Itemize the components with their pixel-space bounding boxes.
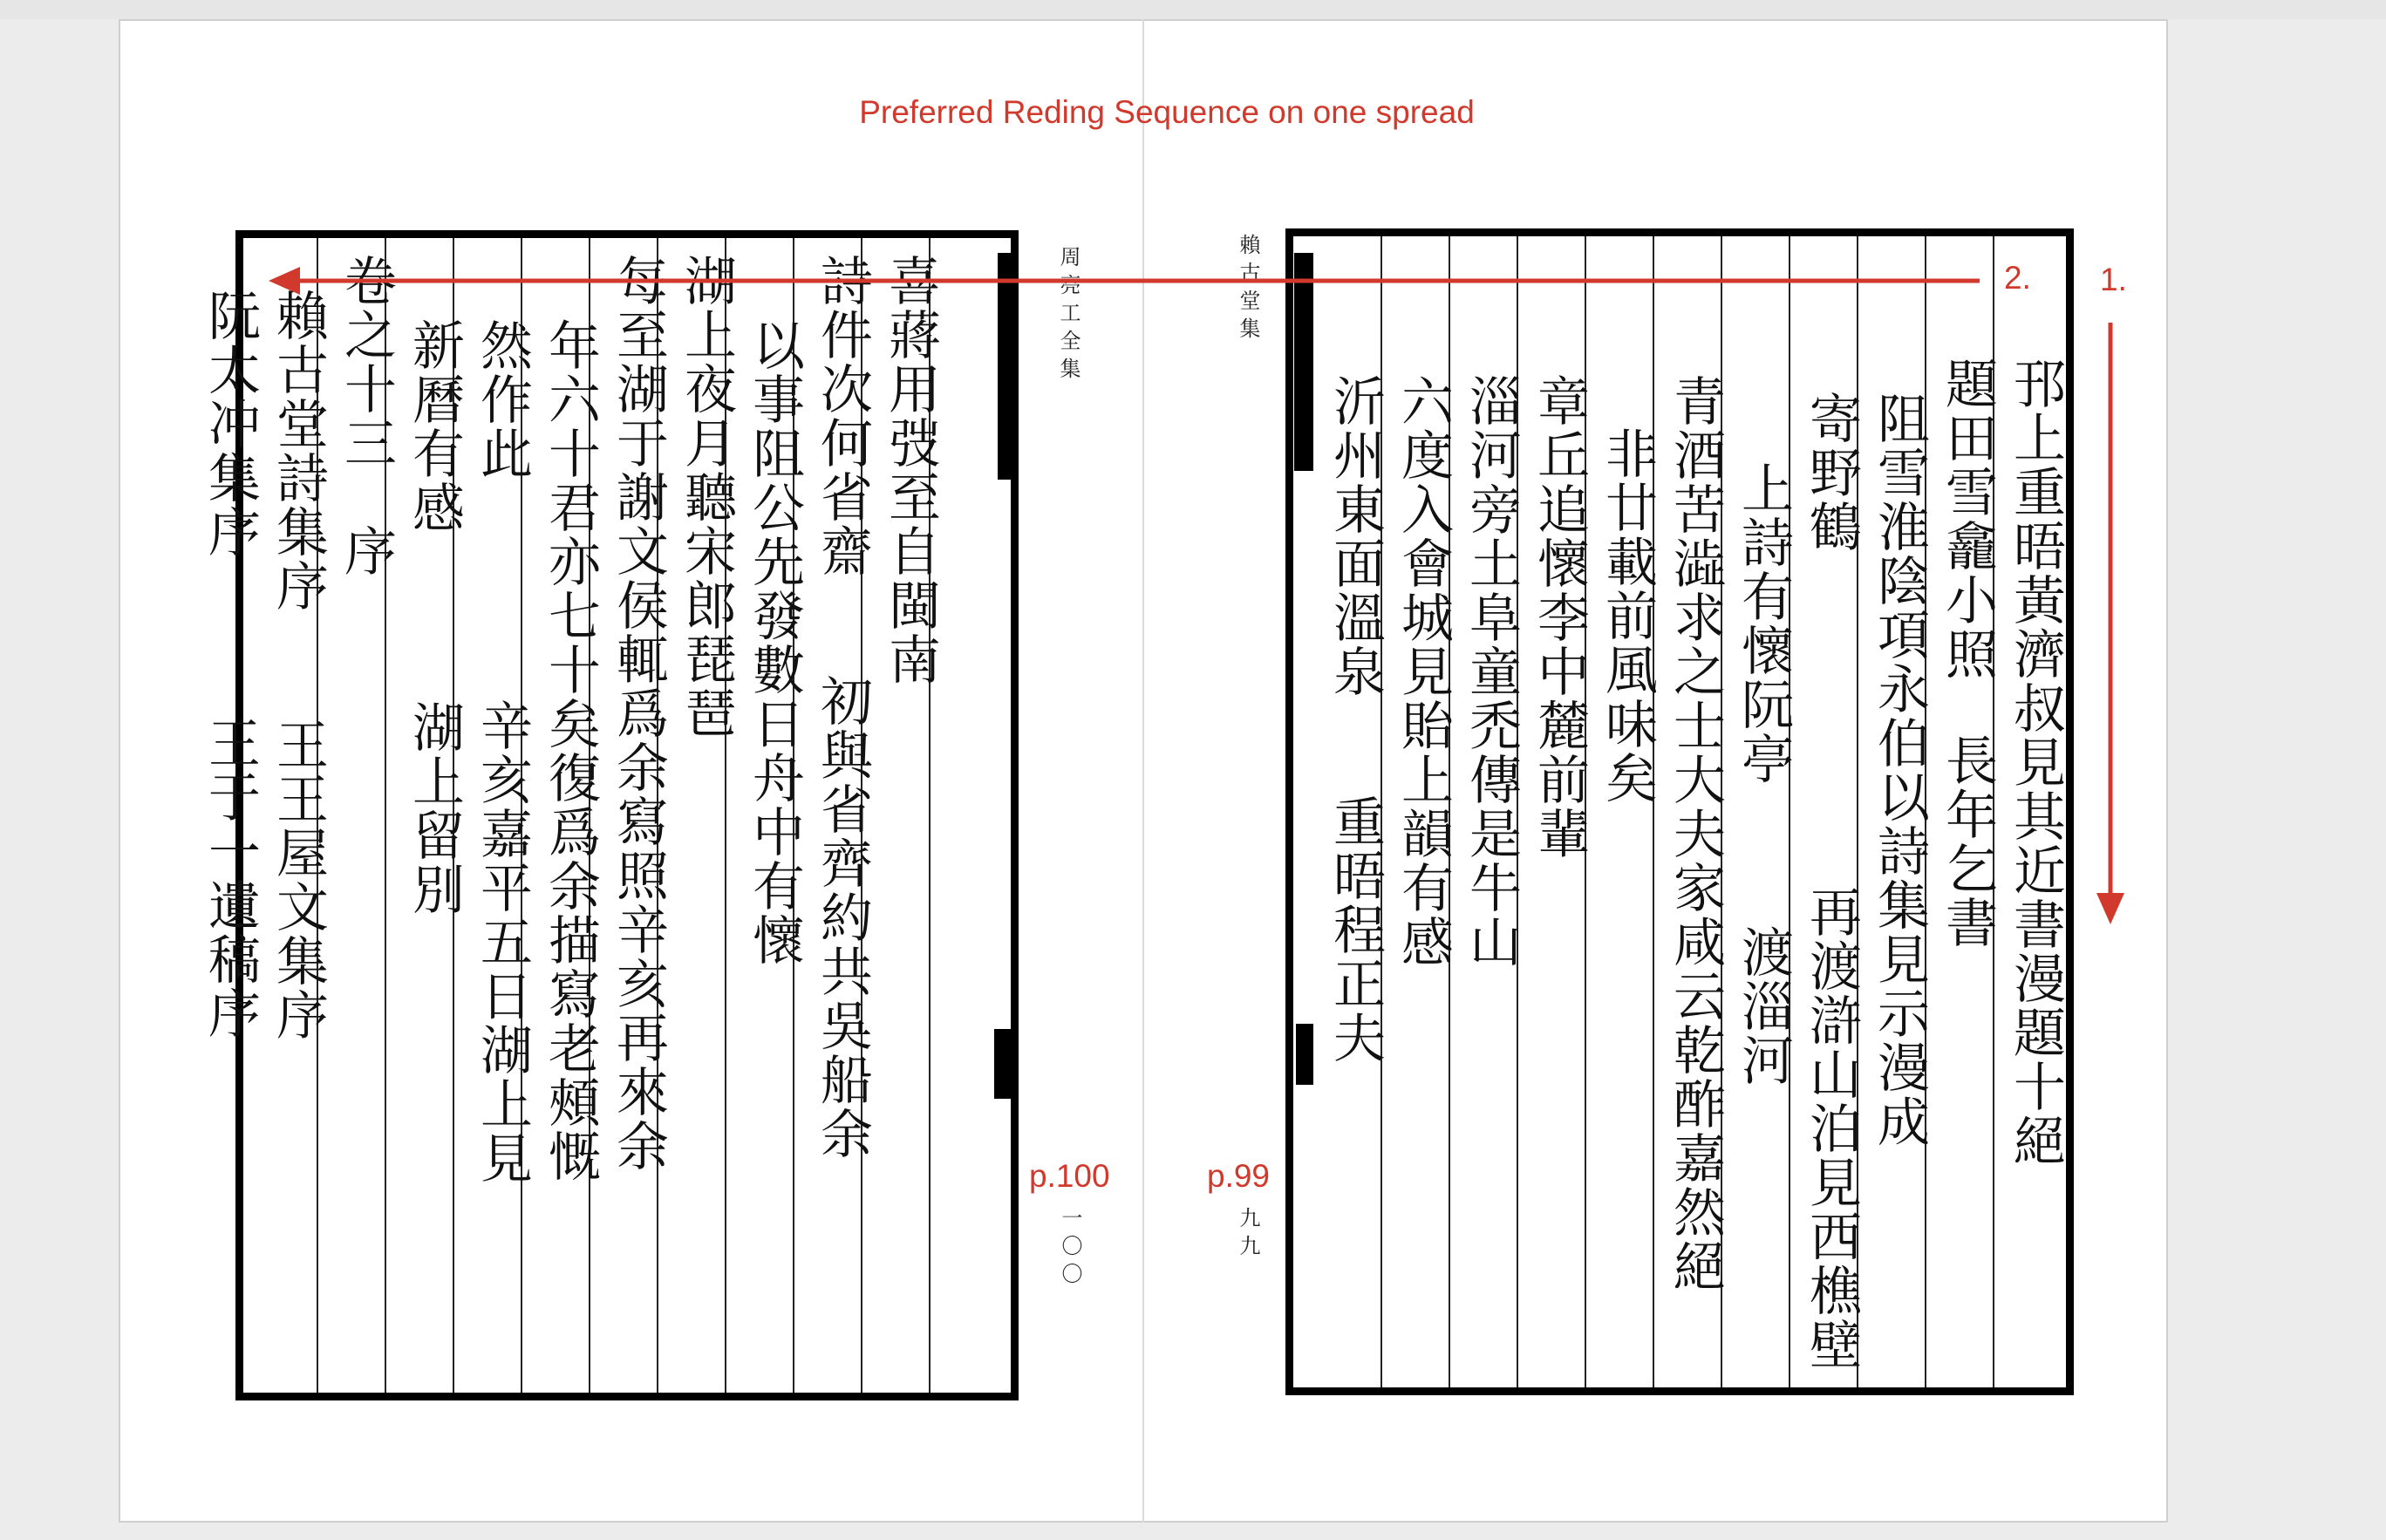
toc-entry: 六度入會城見貽上韻有感 [1393, 374, 1454, 969]
toc-entry: 詩件次何省齋初與省齊約共吳船余 [812, 254, 873, 1161]
toc-entry: 每至湖于謝文侯輒爲余寫照辛亥再來余 [608, 254, 669, 1173]
toc-entry: 上詩有懷阮亭渡淄河 [1733, 461, 1794, 1087]
toc-entry: 淄河旁土阜童禿傳是牛山 [1461, 374, 1522, 969]
page-label-p100: p.100 [1029, 1158, 1110, 1194]
toc-entry: 阻雪淮陰項永伯以詩集見示漫成 [1869, 392, 1930, 1148]
toc-entry: 湖上夜月聽宋郎琵琶 [676, 254, 737, 740]
toc-entry: 寄野鶴再渡滸山泊見西樵壁 [1801, 392, 1862, 1372]
right-center-folio: 九九 [1236, 1207, 1260, 1263]
toc-entry: 章丘追懷李中麓前輩 [1529, 374, 1590, 861]
step-1-label: 1. [2100, 262, 2127, 297]
left-center-folio: 一〇〇 [1058, 1207, 1082, 1291]
toc-section-heading: 卷之十三 序 [336, 254, 397, 578]
toc-entry: 然作此辛亥嘉平五日湖上見 [472, 318, 533, 1185]
step-2-label: 2. [2004, 260, 2031, 296]
toc-entry: 題田雪龕小照長年乞書 [1937, 357, 1998, 950]
page-label-p99: p.99 [1207, 1158, 1271, 1194]
toc-entry: 青酒苦澁求之士大夫家咸云乾酢嘉然絕 [1665, 374, 1726, 1293]
toc-entry: 以事阻公先發數日舟中有懷 [744, 318, 805, 967]
toc-entry: 沂州東面溫泉重晤程正夫 [1325, 374, 1386, 1065]
toc-entry: 年六十君亦七十矣復爲余描寫老頰慨 [540, 318, 601, 1183]
toc-entry: 喜蔣用弢至自閩南 [880, 254, 941, 686]
toc-entry: 賴古堂詩集序王王屋文集序 [268, 289, 329, 1042]
right-center-title: 賴古堂集 [1236, 234, 1260, 345]
toc-entry: 非廿載前風味矣 [1597, 426, 1658, 805]
sequence-caption: Preferred Reding Sequence on one spread [859, 94, 1475, 130]
left-center-title: 周亮工全集 [1056, 246, 1081, 385]
toc-entry: 新曆有感湖上留別 [404, 318, 465, 917]
toc-entry: 邘上重晤黃濟叔見其近書漫題十絕 [2005, 357, 2066, 1168]
arrow-head-down [2096, 893, 2124, 924]
arrow-head-left [269, 267, 300, 295]
toc-entry: 阮太冲集序王于一遺稿序 [200, 289, 261, 1040]
